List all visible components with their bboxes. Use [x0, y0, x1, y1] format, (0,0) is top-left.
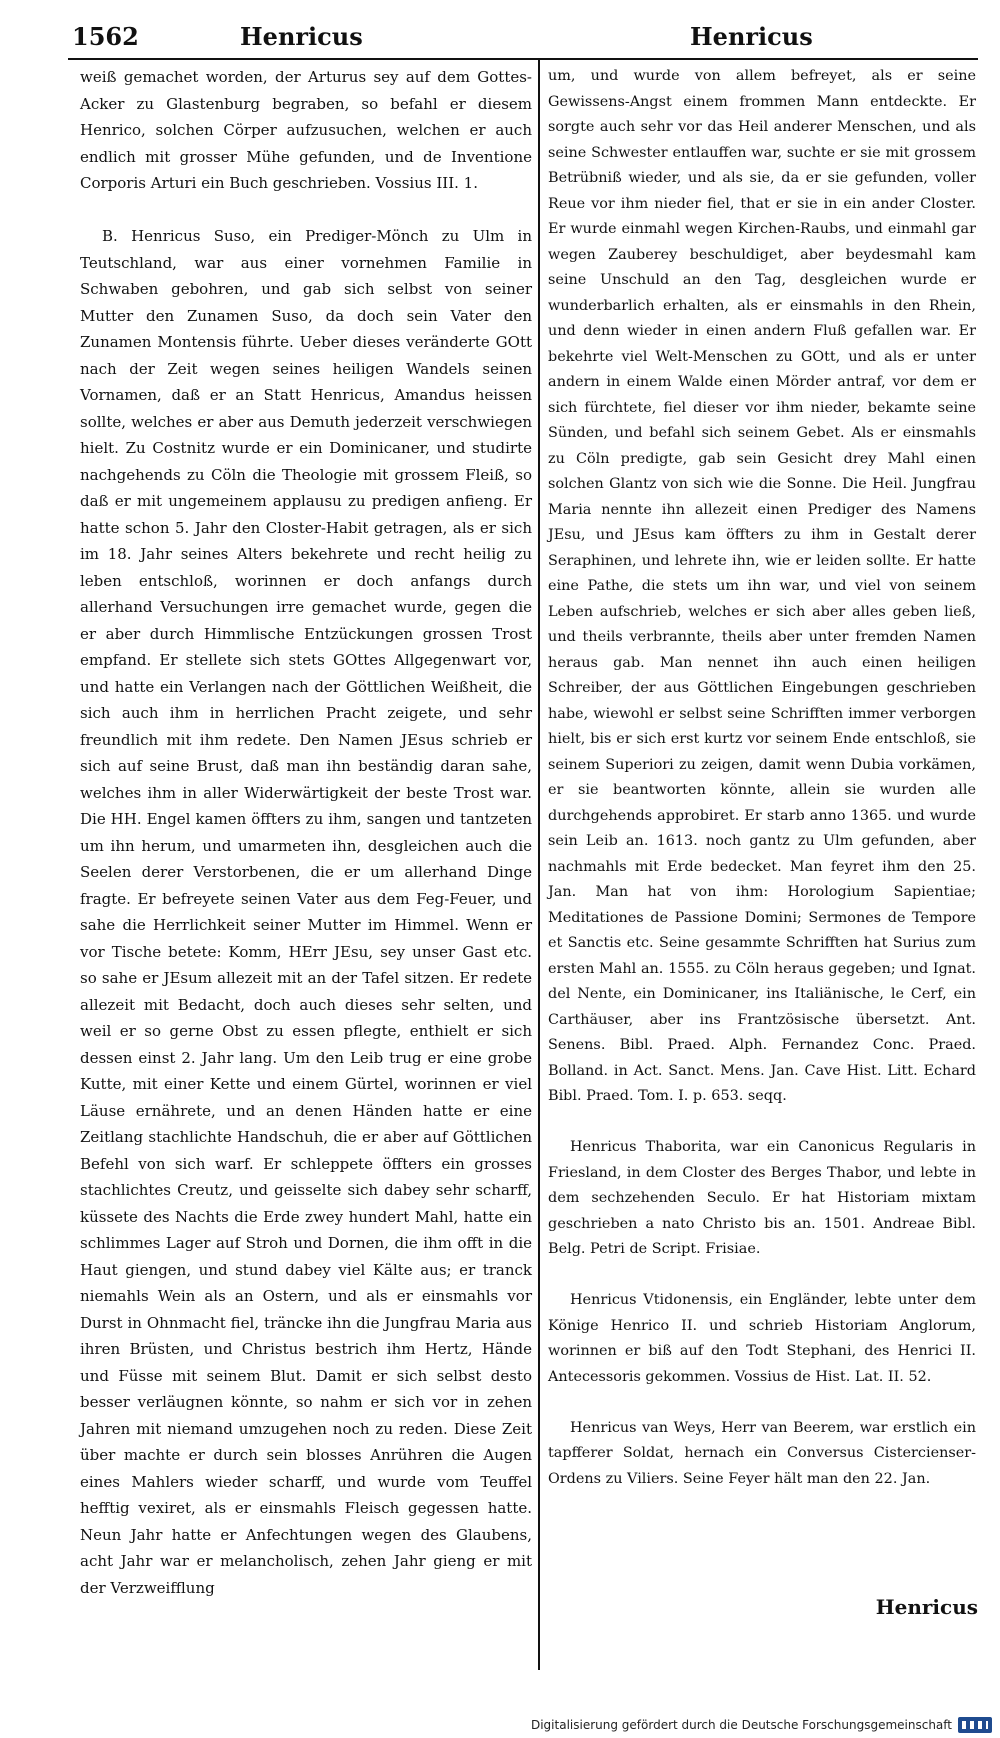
catchword: Henricus: [875, 1595, 978, 1619]
running-head-left: Henricus: [240, 22, 363, 51]
dfg-logo-icon: [958, 1717, 992, 1733]
entry-henricus-van-weys: Henricus van Weys, Herr van Beerem, war erstlich ein tapfferer Soldat, hernach ein Conversus Cistercienser-Ordens zu Viliers. Seine Feyer hält man den 22. Jan.: [548, 1419, 976, 1487]
entry-henricus-suso: B. Henricus Suso, ein Prediger-Mönch zu Ulm in Teutschland, war aus einer vornehmen Familie in Schwaben gebohren, und gab sich selbst von seiner Mutter den Zunamen Suso, da doch sein Vater den Zunamen Montensis führte. Ueber dieses veränderte GOtt nach der Zeit wegen seines heiligen Wandels seinen Vornamen, daß er an Statt Henricus, Amandus heissen sollte, welches er aber aus Demuth jederzeit verschwiegen hielt. Zu Costnitz wurde er ein Dominicaner, und studirte nachgehends zu Cöln die Theologie mit grossem Fleiß, so daß er mit ungemeinem applausu zu predigen anfieng. Er hatte schon 5. Jahr den Closter-Habit getragen, als er sich im 18. Jahr seines Alters bekehrete und recht heilig zu leben entschloß, worinnen er doch anfangs durch allerhand Versuchungen irre gemachet wurde, gegen die er aber durch Himmlische Entzückungen grossen Trost empfand. Er stellete sich stets GOttes Allgegenwart vor, und hatte ein Verlangen nach der Göttlichen Weißheit, die sich auch ihm in herrlichen Pracht zeigete, und sehr freundlich mit ihm redete. Den Namen JEsus schrieb er sich auf seine Brust, daß man ihn beständig daran sahe, welches ihm in aller Widerwärtigkeit der beste Trost war. Die HH. Engel kamen öffters zu ihm, sangen und tantzeten um ihn herum, und umarmeten ihn, desgleichen auch die Seelen derer Verstorbenen, die er um allerhand Dinge fragte. Er befreyete seinen Vater aus dem Feg-Feuer, und sahe die Herrlichkeit seiner Mutter im Himmel. Wenn er vor Tische betete: Komm, HErr JEsu, sey unser Gast etc. so sahe er JEsum allezeit mit an der Tafel sitzen. Er redete allezeit mit Bedacht, doch auch dieses sehr selten, und weil er so gerne Obst zu essen pflegte, enthielt er sich dessen einst 2. Jahr lang. Um den Leib trug er eine grobe Kutte, mit einer Kette und einem Gürtel, worinnen er viel Läuse ernährete, und an denen Händen hatte er eine Zeitlang stachlichte Handschuh, die er aber auf Göttlichen Befehl von sich warf. Er schleppete öffters ein grosses stachlichtes Creutz, und geisselte sich dabey sehr scharff, küssete des Nachts die Erde zwey hundert Mahl, hatte ein schlimmes Lager auf Stroh und Dornen, die ihm offt in die Haut giengen, und stund dabey viel Kälte aus; er tranck niemahls Wein als an Ostern, und als er einsmahls vor Durst in Ohnmacht fiel, träncke ihn die Jungfrau Maria aus ihren Brüsten, und Christus bestrich ihm Hertz, Hände und Füsse mit seinem Blut. Damit er sich selbst desto besser verläugnen könnte, so nahm er sich vor in zehen Jahren mit niemand umzugehen noch zu reden. Diese Zeit über machte er durch sein blosses Anrühren die Augen eines Mahlers wieder scharff, und wurde vom Teuffel hefftig vexiret, als er einsmahls Fleisch gegessen hatte. Neun Jahr hatte er Anfechtungen wegen des Glaubens, acht Jahr war er melancholisch, zehen Jahr gieng er mit der Verzweifflung: [80, 227, 532, 1597]
entry-henricus-thaborita: Henricus Thaborita, war ein Canonicus Regularis in Friesland, in dem Closter des Berges Thabor, und lebte in dem sechzehenden Seculo. Er hat Historiam mixtam geschrieben a nato Christo bis an. 1501. Andreae Bibl. Belg. Petri de Script. Frisiae.: [548, 1139, 976, 1257]
footer-credit: Digitalisierung gefördert durch die Deutsche Forschungsgemeinschaft: [530, 1718, 952, 1732]
left-column: [80, 64, 532, 1628]
entry-henricus-vtidonensis: Henricus Vtidonensis, ein Engländer, lebte unter dem Könige Henrico II. und schrieb Historiam Anglorum, worinnen er biß auf den Todt Stephani, des Henrici II. Antecessoris gekommen. Vossius de Hist. Lat. II. 52.: [548, 1292, 976, 1385]
header-rule: [68, 58, 978, 60]
digitization-footer: [0, 1712, 1000, 1738]
column-divider: [538, 60, 540, 1670]
entry-henricus-suso-continued: um, und wurde von allem befreyet, als er seine Gewissens-Angst einem frommen Mann entdeckte. Er sorgte auch sehr vor das Heil anderer Menschen, und als seine Schwester entlauffen war, suchte er sie mit grossem Betrübniß wieder, und als sie, da er sie gefunden, voller Reue vor ihm nieder fiel, that er sie in ein ander Closter. Er wurde einmahl wegen Kirchen-Raubs, und einmahl gar wegen Zauberey beschuldiget, aber beydesmahl kam seine Unschuld an den Tag, desgleichen wurde er wunderbarlich erhalten, als er einsmahls in den Rhein, und denn wieder in einen andern Fluß gefallen war. Er bekehrte viel Welt-Menschen zu GOtt, und als er unter andern in einem Walde einen Mörder antraf, vor dem er sich fürchtete, fiel dieser vor ihm nieder, bekamte seine Sünden, und befahl sich seinem Gebet. Als er einsmahls zu Cöln predigte, gab sein Gesicht drey Mahl einen solchen Glantz von sich wie die Sonne. Die Heil. Jungfrau Maria nennte ihn allezeit einen Prediger des Namens JEsu, und JEsus kam öffters zu ihm in Gestalt derer Seraphinen, und lehrete ihn, wie er leiden sollte. Er hatte eine Pathe, die stets um ihn war, und viel von seinem Leben aufschrieb, welches er sich aber alles geben ließ, und theils verbrannte, theils aber unter fremden Namen heraus gab. Man nennet ihn auch einen heiligen Schreiber, der aus Göttlichen Eingebungen geschrieben habe, wiewohl er selbst seine Schrifften immer verborgen hielt, bis er sich erst kurtz vor seinem Ende entschloß, sie seinem Superiori zu zeigen, damit wenn Dubia vorkämen, er sie beantworten könnte, allein sie wurden alle durchgehends approbiret. Er starb anno 1365. und wurde sein Leib an. 1613. noch gantz zu Ulm gefunden, aber nachmahls mit Erde bedecket. Man feyret ihm den 25. Jan. Man hat von ihm: Horologium Sapientiae; Meditationes de Passione Domini; Sermones de Tempore et Sanctis etc. Seine gesammte Schrifften hat Surius zum ersten Mahl an. 1555. zu Cöln heraus gegeben; und Ignat. del Nente, ein Dominicaner, ins Italiänische, le Cerf, ein Carthäuser, aber ins Frantzösische übersetzt. Ant. Senens. Bibl. Praed. Alph. Fernandez Conc. Praed. Bolland. in Act. Sanct. Mens. Jan. Cave Hist. Litt. Echard Bibl. Praed. Tom. I. p. 653. seqq.: [548, 68, 976, 1104]
right-column: [548, 64, 976, 1518]
page-number: 1562: [72, 22, 139, 51]
paragraph-arturus: weiß gemachet worden, der Arturus sey auf dem Gottes-Acker zu Glastenburg begraben, so befahl er diesem Henrico, solchen Cörper aufzusuchen, welchen er auch endlich mit grosser Mühe gefunden, und de Inventione Corporis Arturi ein Buch geschrieben. Vossius III. 1.: [80, 68, 532, 192]
running-head-right: Henricus: [690, 22, 813, 51]
